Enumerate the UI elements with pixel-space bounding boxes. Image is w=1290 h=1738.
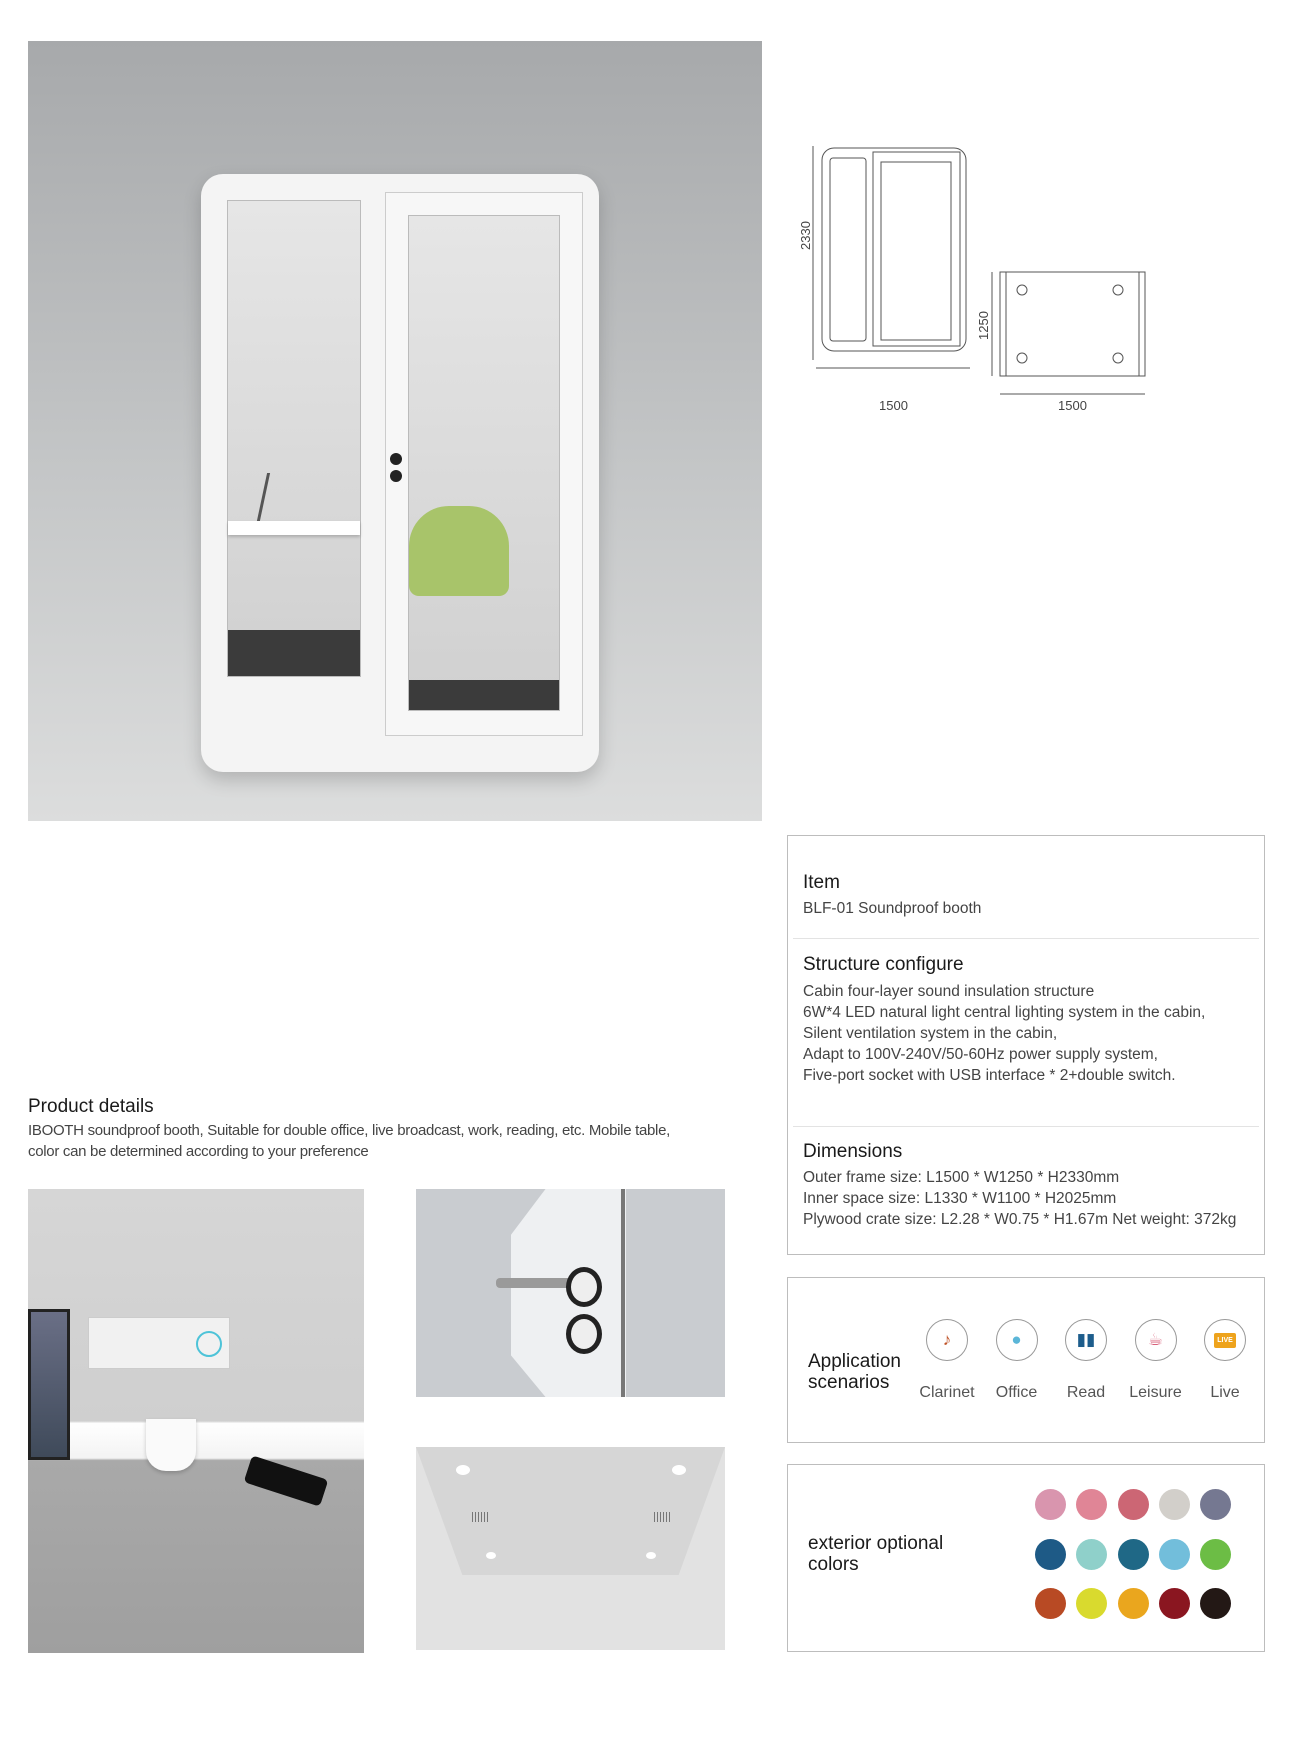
color-swatch[interactable] bbox=[1118, 1539, 1149, 1570]
color-swatch[interactable] bbox=[1200, 1588, 1231, 1619]
vent-icon bbox=[654, 1512, 670, 1522]
door-handle-icon bbox=[390, 453, 402, 465]
carpet bbox=[409, 680, 559, 710]
dimension-line: Plywood crate size: L2.28 * W0.75 * H1.67m Net weight: 372kg bbox=[803, 1211, 1237, 1228]
vent-icon bbox=[472, 1512, 488, 1522]
ceiling-interior-photo bbox=[416, 1447, 725, 1650]
color-swatch[interactable] bbox=[1035, 1539, 1066, 1570]
color-swatch[interactable] bbox=[1076, 1539, 1107, 1570]
main-product-photo bbox=[28, 41, 762, 821]
application-label: Leisure bbox=[1129, 1384, 1182, 1401]
ceiling-light-icon bbox=[456, 1465, 470, 1475]
structure-line: Adapt to 100V-240V/50-60Hz power supply system, bbox=[803, 1046, 1158, 1063]
color-swatch[interactable] bbox=[1118, 1588, 1149, 1619]
book-icon-glyph: ▮▮ bbox=[1076, 1330, 1096, 1349]
live-tv-icon bbox=[1204, 1319, 1246, 1361]
coffee-cup-icon bbox=[1135, 1319, 1177, 1361]
front-width-label: 1500 bbox=[879, 398, 908, 413]
door-handle-photo bbox=[416, 1189, 725, 1397]
structure-heading: Structure configure bbox=[803, 954, 964, 975]
application-scenarios-box bbox=[787, 1277, 1265, 1443]
coffee-cup-icon-glyph: ☕ bbox=[1147, 1330, 1164, 1349]
color-swatch[interactable] bbox=[1118, 1489, 1149, 1520]
application-label: Live bbox=[1210, 1384, 1240, 1401]
booth-illustration bbox=[201, 174, 599, 772]
laptop bbox=[257, 473, 300, 521]
ceiling-light-icon bbox=[672, 1465, 686, 1475]
top-width-label: 1500 bbox=[1058, 398, 1087, 413]
divider bbox=[793, 938, 1259, 939]
carpet bbox=[228, 630, 360, 676]
lock-icon bbox=[390, 470, 402, 482]
application-label: Read bbox=[1066, 1384, 1106, 1401]
handle-rosette bbox=[566, 1267, 602, 1307]
top-depth-label: 1250 bbox=[976, 311, 991, 340]
front-view-drawing bbox=[813, 146, 970, 368]
item-heading: Item bbox=[803, 872, 840, 893]
violin-icon bbox=[926, 1319, 968, 1361]
color-swatch[interactable] bbox=[1200, 1539, 1231, 1570]
exterior-colors-box bbox=[787, 1464, 1265, 1652]
desk bbox=[228, 521, 360, 535]
chair bbox=[409, 506, 509, 596]
door-gap bbox=[621, 1189, 625, 1397]
item-value: BLF-01 Soundproof booth bbox=[803, 900, 982, 917]
product-details-title: Product details bbox=[28, 1096, 154, 1117]
ceiling-light-icon bbox=[646, 1552, 656, 1559]
heading-line: exterior optional bbox=[808, 1533, 944, 1554]
structure-list bbox=[803, 981, 1205, 1086]
heading-line: Application bbox=[808, 1351, 901, 1372]
product-description-line: color can be determined according to your preference bbox=[28, 1143, 369, 1160]
top-view-drawing bbox=[992, 272, 1145, 394]
door-handle-icon bbox=[496, 1278, 576, 1288]
spec-box bbox=[787, 835, 1265, 1255]
violin-icon-glyph: ♪ bbox=[942, 1330, 952, 1349]
ceiling-light-icon bbox=[486, 1552, 496, 1559]
dimensions-list bbox=[803, 1167, 1236, 1230]
color-swatch[interactable] bbox=[1076, 1588, 1107, 1619]
office-worker-icon-glyph: ● bbox=[1011, 1330, 1022, 1349]
dimension-line: Outer frame size: L1500 * W1250 * H2330mm bbox=[803, 1169, 1120, 1186]
application-heading bbox=[808, 1351, 901, 1393]
structure-line: Silent ventilation system in the cabin, bbox=[803, 1025, 1058, 1042]
color-swatch[interactable] bbox=[1159, 1489, 1190, 1520]
application-label: Office bbox=[995, 1384, 1038, 1401]
front-height-label: 2330 bbox=[798, 221, 813, 250]
color-swatch[interactable] bbox=[1035, 1489, 1066, 1520]
book-icon bbox=[1065, 1319, 1107, 1361]
phone bbox=[244, 1455, 329, 1506]
color-swatch[interactable] bbox=[1076, 1489, 1107, 1520]
lock-icon bbox=[566, 1314, 602, 1354]
application-label: Clarinet bbox=[919, 1384, 975, 1401]
laptop bbox=[28, 1309, 70, 1460]
colors-heading bbox=[808, 1533, 943, 1575]
divider bbox=[793, 1126, 1259, 1127]
structure-line: Cabin four-layer sound insulation structure bbox=[803, 983, 1095, 1000]
dimensions-heading: Dimensions bbox=[803, 1141, 903, 1162]
technical-drawings bbox=[800, 140, 1160, 420]
heading-line: scenarios bbox=[808, 1372, 890, 1393]
live-tv-icon-glyph: LIVE bbox=[1214, 1333, 1236, 1348]
booth-door bbox=[385, 192, 583, 736]
product-description-line: IBOOTH soundproof booth, Suitable for double office, live broadcast, work, reading, etc. Mobile table, bbox=[28, 1122, 670, 1139]
structure-line: 6W*4 LED natural light central lighting system in the cabin, bbox=[803, 1004, 1206, 1021]
structure-line: Five-port socket with USB interface * 2+double switch. bbox=[803, 1067, 1176, 1084]
switch-icon bbox=[196, 1331, 222, 1357]
color-swatch[interactable] bbox=[1159, 1588, 1190, 1619]
coffee-cup bbox=[146, 1419, 196, 1471]
desk-detail-photo bbox=[28, 1189, 364, 1653]
dimension-line: Inner space size: L1330 * W1100 * H2025mm bbox=[803, 1190, 1117, 1207]
color-swatch[interactable] bbox=[1200, 1489, 1231, 1520]
heading-line: colors bbox=[808, 1554, 859, 1575]
door-window bbox=[408, 215, 560, 711]
power-socket-panel bbox=[88, 1317, 230, 1369]
side-window bbox=[227, 200, 361, 677]
office-worker-icon bbox=[996, 1319, 1038, 1361]
color-swatch[interactable] bbox=[1159, 1539, 1190, 1570]
color-swatch[interactable] bbox=[1035, 1588, 1066, 1619]
